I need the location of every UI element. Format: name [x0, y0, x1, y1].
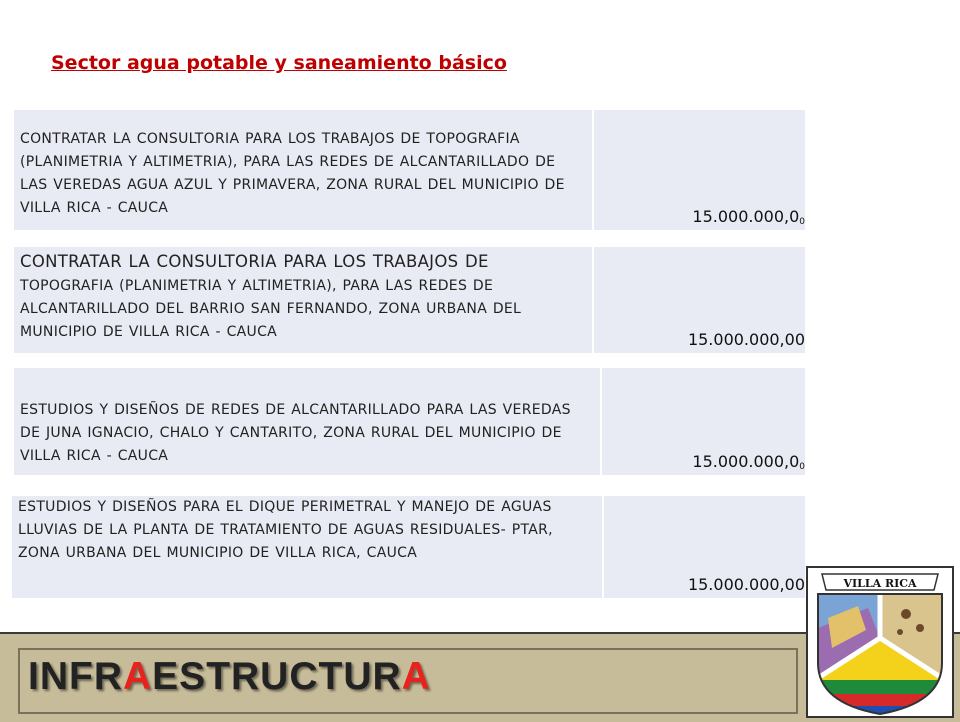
- description-first-line: CONTRATAR LA CONSULTORIA PARA LOS TRABAJOS DE: [20, 252, 489, 271]
- description-first-line: ESTUDIOS Y DISEÑOS PARA EL DIQUE PERIMETRAL Y MANEJO DE: [18, 499, 496, 515]
- description-rest: TOPOGRAFIA (PLANIMETRIA Y ALTIMETRIA), PARA LAS REDES DE ALCANTARILLADO DE LAS VEREDAS AGUA AZUL Y PRIMAVERA, ZONA RURAL DEL MUNICIPIO DE VILLA RICA - CAUCA: [20, 131, 565, 216]
- column-divider: [592, 247, 594, 353]
- column-divider: [592, 110, 594, 230]
- column-divider: [600, 368, 602, 475]
- description-first-line: CONTRATAR LA CONSULTORIA PARA LOS TRABAJOS DE: [20, 131, 421, 147]
- column-divider: [602, 496, 604, 598]
- project-row: [12, 496, 805, 598]
- description-first-line: ESTUDIOS Y DISEÑOS DE REDES DE ALCANTARILLADO PARA LAS: [20, 402, 497, 418]
- project-description: [14, 368, 600, 475]
- villa-rica-logo: [806, 566, 954, 718]
- project-amount: $15.000.000,0_0$: [692, 207, 805, 227]
- project-amount: 15.000.000,00: [687, 575, 805, 594]
- infraestructura-banner: INFRAESTRUCTURA: [28, 655, 431, 698]
- project-row: [14, 247, 805, 353]
- description-rest: TOPOGRAFIA (PLANIMETRIA Y ALTIMETRIA), PARA LAS REDES DE ALCANTARILLADO DEL BARRIO SAN FERNANDO, ZONA URBANA DEL MUNICIPIO DE VILLA RICA - CAUCA: [20, 278, 522, 340]
- logo-banner-text: VILLA RICA: [843, 577, 917, 590]
- project-amount: 15.000.000,00: [687, 330, 805, 349]
- section-title: Sector agua potable y saneamiento básico: [51, 52, 507, 74]
- description-rest: VEREDAS DE JUNA IGNACIO, CHALO Y CANTARITO, ZONA RURAL DEL MUNICIPIO DE VILLA RICA - CAUCA: [20, 402, 571, 464]
- project-description: [12, 496, 602, 598]
- project-amount: $15.000.000,0_0$: [692, 452, 805, 472]
- project-row: [14, 368, 805, 475]
- project-description: [14, 247, 592, 353]
- villa-rica-shield-icon: [808, 568, 952, 716]
- project-row: [14, 110, 805, 230]
- project-description: [14, 110, 592, 230]
- description-rest: AGUAS LLUVIAS DE LA PLANTA DE TRATAMIENTO DE AGUAS RESIDUALES- PTAR, ZONA URBANA DEL MUNICIPIO DE VILLA RICA, CAUCA: [18, 499, 553, 561]
